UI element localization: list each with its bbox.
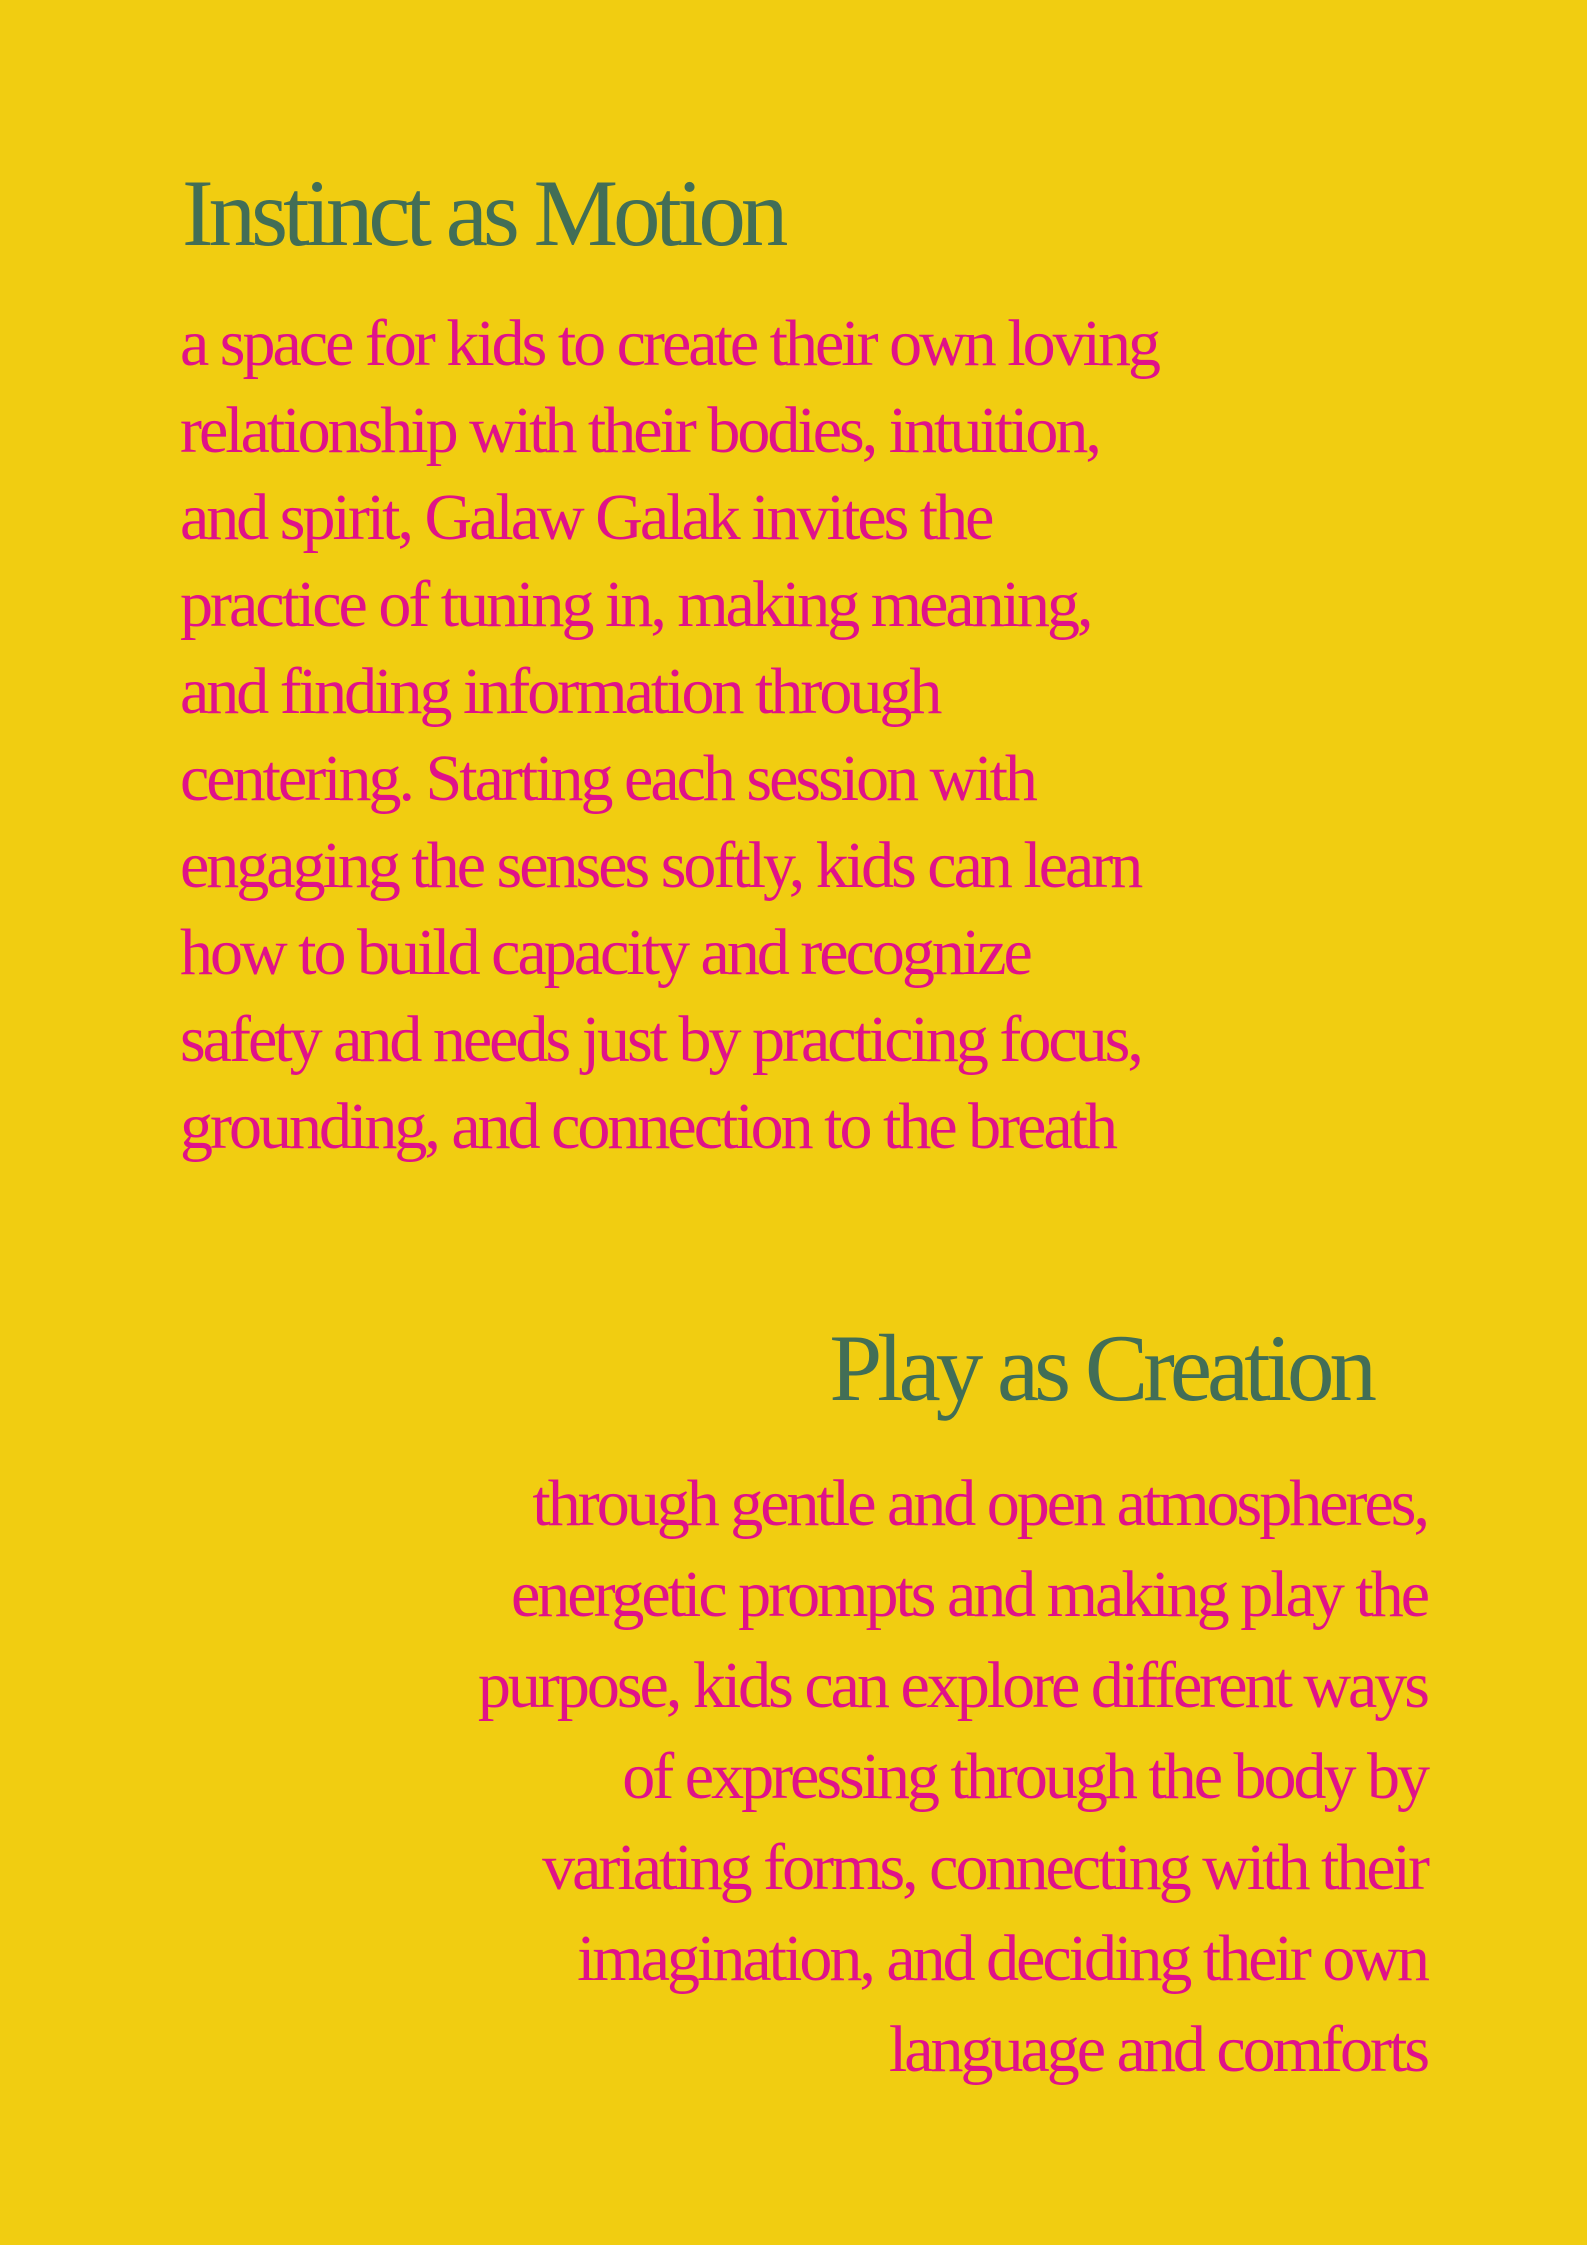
paragraph-play-as-creation: [167, 1458, 1427, 2095]
paragraph-line: safety and needs just by practicing focus,: [180, 1003, 1141, 1076]
paragraph-line: variating forms, connecting with their: [542, 1831, 1427, 1904]
paragraph-line: grounding, and connection to the breath: [180, 1090, 1116, 1163]
paragraph-line: energetic prompts and making play the: [511, 1558, 1427, 1631]
paragraph-line: practice of tuning in, making meaning,: [180, 568, 1091, 641]
paragraph-line: purpose, kids can explore different ways: [477, 1649, 1427, 1722]
paragraph-line: a space for kids to create their own loving: [180, 307, 1158, 380]
paragraph-line: and spirit, Galaw Galak invites the: [180, 481, 992, 554]
paragraph-instinct-as-motion: [180, 300, 1400, 1170]
section-heading-instinct-as-motion: Instinct as Motion: [182, 160, 784, 266]
paragraph-line: language and comforts: [888, 2013, 1427, 2086]
paragraph-line: and finding information through: [180, 655, 940, 728]
paragraph-line: relationship with their bodies, intuition,: [180, 394, 1099, 467]
paragraph-line: imagination, and deciding their own: [577, 1922, 1427, 1995]
paragraph-line: how to build capacity and recognize: [180, 916, 1030, 989]
paragraph-line: of expressing through the body by: [622, 1740, 1427, 1813]
paragraph-line: engaging the senses softly, kids can learn: [180, 829, 1141, 902]
section-heading-play-as-creation: Play as Creation: [829, 1315, 1372, 1421]
paragraph-line: centering. Starting each session with: [180, 742, 1035, 815]
paragraph-line: through gentle and open atmospheres,: [532, 1467, 1427, 1540]
